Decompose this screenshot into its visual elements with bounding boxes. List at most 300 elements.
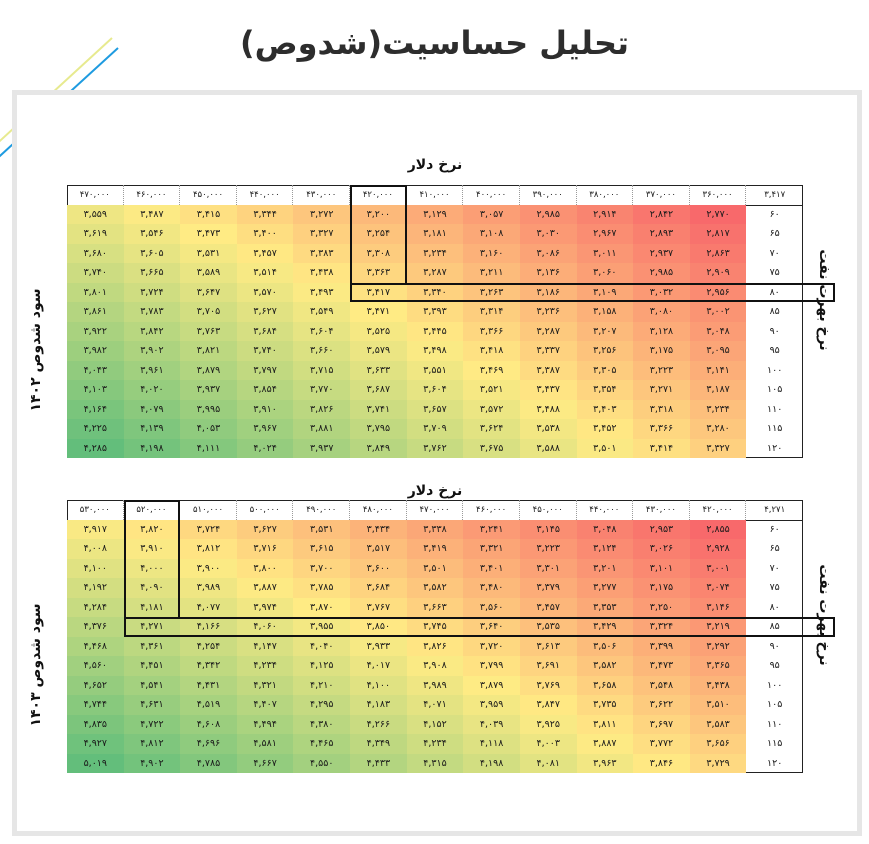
table-cell: ۳,۰۴۸ [577, 520, 634, 540]
column-header: ۴۷۰,۰۰۰ [407, 500, 464, 520]
table-cell: ۴,۰۷۷ [180, 598, 237, 618]
column-header: ۴۱۰,۰۰۰ [407, 185, 464, 205]
table-cell: ۴,۸۳۵ [67, 715, 124, 735]
oil-price-row-label: ۹۵ [769, 660, 780, 672]
table-cell: ۴,۱۰۳ [67, 380, 124, 400]
table-cell: ۳,۷۰۹ [407, 419, 464, 439]
table-cell: ۳,۴۵۷ [520, 598, 577, 618]
table-cell: ۲,۸۵۵ [690, 520, 747, 540]
table-cell: ۴,۲۸۴ [67, 598, 124, 618]
highlight-row-box [350, 283, 835, 303]
table-cell: ۳,۳۴۰ [407, 283, 464, 303]
profit-side-label: سود شدوص ۱۴۰۳ [28, 603, 44, 727]
table-cell: ۴,۱۱۱ [180, 439, 237, 459]
page-title: تحلیل حساسیت(شدوص) [239, 24, 630, 62]
base-value-corner: ۳,۴۱۷ [764, 189, 786, 200]
table-cell: ۳,۱۲۸ [633, 322, 690, 342]
table-cell: ۳,۶۸۴ [350, 578, 407, 598]
table-cell: ۳,۱۸۱ [407, 224, 464, 244]
table-cell: ۳,۹۱۷ [67, 520, 124, 540]
table-cell: ۳,۱۰۱ [633, 559, 690, 579]
table-cell: ۴,۴۶۵ [293, 734, 350, 754]
table-cell: ۳,۷۳۵ [577, 695, 634, 715]
table-cell: ۲,۸۱۷ [690, 224, 747, 244]
table-cell: ۳,۶۰۴ [407, 380, 464, 400]
table-cell: ۴,۲۸۵ [67, 439, 124, 459]
table-cell: ۳,۳۲۴ [633, 617, 690, 637]
table-cell: ۳,۸۲۱ [180, 341, 237, 361]
oil-price-row-label: ۱۰۵ [767, 699, 783, 711]
table-cell: ۴,۳۱۵ [407, 754, 464, 774]
column-header: ۵۱۰,۰۰۰ [180, 500, 237, 520]
column-header: ۴۳۰,۰۰۰ [293, 185, 350, 205]
table-cell: ۳,۴۷۳ [180, 224, 237, 244]
table-cell: ۳,۲۲۳ [633, 361, 690, 381]
table-cell: ۴,۱۹۸ [124, 439, 181, 459]
table-cell: ۴,۰۱۷ [350, 656, 407, 676]
table-cell: ۴,۲۳۴ [237, 656, 294, 676]
table-cell: ۴,۳۸۰ [293, 715, 350, 735]
table-cell: ۳,۸۸۱ [293, 419, 350, 439]
table-cell: ۴,۲۳۴ [407, 734, 464, 754]
table-cell: ۳,۲۷۷ [577, 578, 634, 598]
table-cell: ۳,۸۲۰ [124, 520, 181, 540]
oil-price-row-label: ۱۰۰ [767, 679, 783, 691]
oil-price-row-label: ۷۰ [769, 247, 780, 259]
table-cell: ۳,۴۸۷ [124, 205, 181, 225]
table-cell: ۴,۳۲۱ [237, 676, 294, 696]
oil-price-row-label: ۱۱۵ [767, 423, 783, 435]
table-cell: ۴,۶۵۲ [67, 676, 124, 696]
table-cell: ۴,۱۸۳ [350, 695, 407, 715]
table-cell: ۴,۳۴۲ [180, 656, 237, 676]
table-cell: ۳,۸۲۶ [293, 400, 350, 420]
table-cell: ۳,۵۷۲ [463, 400, 520, 420]
table-cell: ۳,۳۳۸ [407, 520, 464, 540]
profit-side-label: سود شدوص ۱۴۰۲ [28, 288, 44, 412]
column-header: ۳۹۰,۰۰۰ [520, 185, 577, 205]
table-cell: ۴,۱۰۰ [350, 676, 407, 696]
table-cell: ۳,۷۱۵ [293, 361, 350, 381]
oil-price-row-label: ۶۰ [769, 208, 780, 220]
table-cell: ۳,۶۶۳ [407, 598, 464, 618]
table-cell: ۴,۴۵۱ [124, 656, 181, 676]
table-cell: ۳,۸۴۲ [124, 322, 181, 342]
table-cell: ۴,۱۹۸ [463, 754, 520, 774]
table-cell: ۳,۶۲۷ [237, 302, 294, 322]
table-cell: ۳,۵۸۸ [520, 439, 577, 459]
table-cell: ۳,۳۹۳ [407, 302, 464, 322]
table-cell: ۳,۹۳۳ [350, 637, 407, 657]
table-cell: ۳,۹۸۹ [407, 676, 464, 696]
table-cell: ۳,۷۲۴ [180, 520, 237, 540]
table-cell: ۳,۷۹۵ [350, 419, 407, 439]
table-cell: ۳,۱۰۹ [577, 283, 634, 303]
table-cell: ۴,۱۶۴ [67, 400, 124, 420]
table-cell: ۳,۸۵۰ [350, 617, 407, 637]
table-cell: ۳,۳۶۵ [690, 656, 747, 676]
column-header: ۵۲۰,۰۰۰ [124, 500, 181, 520]
table-cell: ۳,۵۰۱ [577, 439, 634, 459]
table-cell: ۳,۸۰۰ [237, 559, 294, 579]
table-cell: ۳,۹۲۲ [67, 322, 124, 342]
table-cell: ۳,۱۶۰ [463, 244, 520, 264]
table-cell: ۳,۵۲۵ [350, 322, 407, 342]
table-cell: ۴,۵۱۹ [180, 695, 237, 715]
table-cell: ۲,۹۱۴ [577, 205, 634, 225]
table-cell: ۳,۶۶۰ [293, 341, 350, 361]
table-cell: ۳,۷۴۰ [237, 341, 294, 361]
table-cell: ۳,۲۳۴ [407, 244, 464, 264]
table-cell: ۳,۱۸۷ [690, 380, 747, 400]
table-cell: ۳,۲۸۷ [520, 322, 577, 342]
table-cell: ۴,۰۸۱ [520, 754, 577, 774]
table-cell: ۴,۱۰۰ [67, 559, 124, 579]
table-cell: ۳,۰۸۶ [520, 244, 577, 264]
table-cell: ۳,۷۶۹ [520, 676, 577, 696]
table-cell: ۳,۶۵۷ [407, 400, 464, 420]
table-cell: ۳,۶۹۷ [633, 715, 690, 735]
table-cell: ۳,۷۲۰ [463, 637, 520, 657]
oil-price-row-label: ۱۲۰ [767, 442, 783, 454]
table-cell: ۳,۹۸۲ [67, 341, 124, 361]
table-cell: ۳,۴۶۹ [463, 361, 520, 381]
table-cell: ۳,۰۰۲ [690, 302, 747, 322]
table-cell: ۳,۰۳۲ [633, 283, 690, 303]
table-cell: ۳,۴۷۳ [633, 656, 690, 676]
table-cell: ۳,۳۱۴ [463, 302, 520, 322]
table-cell: ۳,۵۸۲ [407, 578, 464, 598]
table-cell: ۲,۸۴۲ [633, 205, 690, 225]
oil-price-row-label: ۸۰ [769, 601, 780, 613]
table-cell: ۴,۱۳۹ [124, 419, 181, 439]
table-cell: ۳,۹۶۱ [124, 361, 181, 381]
table-cell: ۳,۴۴۵ [407, 322, 464, 342]
table-cell: ۳,۴۹۳ [293, 283, 350, 303]
table-cell: ۳,۴۰۳ [577, 400, 634, 420]
table-cell: ۳,۵۳۸ [520, 419, 577, 439]
table-cell: ۴,۲۹۵ [293, 695, 350, 715]
table-cell: ۳,۵۸۳ [690, 715, 747, 735]
table-cell: ۳,۱۲۴ [577, 539, 634, 559]
oil-price-row-label: ۷۵ [769, 267, 780, 279]
oil-price-row-label: ۶۰ [769, 523, 780, 535]
table-cell: ۳,۷۲۹ [690, 754, 747, 774]
table-cell: ۴,۰۵۳ [180, 419, 237, 439]
table-cell: ۳,۵۳۵ [520, 617, 577, 637]
table-cell: ۳,۵۳۱ [180, 244, 237, 264]
table-cell: ۳,۲۵۶ [577, 341, 634, 361]
oil-price-row-label: ۹۵ [769, 345, 780, 357]
table-cell: ۴,۴۶۸ [67, 637, 124, 657]
table-cell: ۳,۲۱۹ [690, 617, 747, 637]
table-cell: ۳,۲۹۲ [690, 637, 747, 657]
table-cell: ۴,۵۸۱ [237, 734, 294, 754]
table-cell: ۳,۶۴۷ [180, 283, 237, 303]
table-cell: ۳,۳۸۳ [293, 244, 350, 264]
table-cell: ۳,۵۷۰ [237, 283, 294, 303]
table-cell: ۳,۶۰۰ [350, 559, 407, 579]
table-cell: ۳,۷۱۶ [237, 539, 294, 559]
table-cell: ۲,۹۵۶ [690, 283, 747, 303]
table-cell: ۴,۰۷۹ [124, 400, 181, 420]
table-cell: ۳,۲۳۶ [520, 302, 577, 322]
table-cell: ۳,۲۱۱ [463, 263, 520, 283]
table-cell: ۳,۳۲۷ [690, 439, 747, 459]
table-cell: ۳,۳۶۶ [463, 322, 520, 342]
table-cell: ۳,۷۶۷ [350, 598, 407, 618]
table-cell: ۳,۸۴۹ [350, 439, 407, 459]
table-cell: ۳,۴۳۷ [520, 380, 577, 400]
table-cell: ۴,۷۸۵ [180, 754, 237, 774]
table-cell: ۳,۷۸۳ [124, 302, 181, 322]
table-cell: ۴,۱۱۸ [463, 734, 520, 754]
table-cell: ۳,۲۵۴ [350, 224, 407, 244]
table-cell: ۳,۵۵۹ [67, 205, 124, 225]
table-cell: ۳,۸۴۶ [633, 754, 690, 774]
table-cell: ۳,۳۴۴ [237, 205, 294, 225]
table-cell: ۲,۹۸۵ [633, 263, 690, 283]
table-cell: ۴,۶۹۶ [180, 734, 237, 754]
table-cell: ۳,۸۱۱ [577, 715, 634, 735]
table-cell: ۳,۹۶۳ [577, 754, 634, 774]
table-cell: ۳,۰۲۶ [633, 539, 690, 559]
table-cell: ۳,۵۸۲ [577, 656, 634, 676]
table-cell: ۳,۴۲۹ [577, 617, 634, 637]
table-cell: ۳,۴۰۰ [237, 224, 294, 244]
table-cell: ۳,۵۸۹ [180, 263, 237, 283]
table-cell: ۳,۲۳۴ [690, 400, 747, 420]
table-cell: ۳,۶۸۷ [350, 380, 407, 400]
table-cell: ۳,۲۰۱ [577, 559, 634, 579]
table-cell: ۳,۰۷۴ [690, 578, 747, 598]
table-cell: ۴,۲۵۴ [180, 637, 237, 657]
table-cell: ۳,۳۶۶ [633, 419, 690, 439]
table-cell: ۳,۸۰۱ [67, 283, 124, 303]
table-cell: ۳,۸۸۷ [577, 734, 634, 754]
table-cell: ۳,۷۸۵ [293, 578, 350, 598]
table-cell: ۳,۱۴۱ [690, 361, 747, 381]
table-cell: ۳,۱۴۵ [520, 520, 577, 540]
table-cell: ۳,۶۲۲ [633, 695, 690, 715]
column-header: ۵۳۰,۰۰۰ [67, 500, 124, 520]
table-cell: ۳,۶۵۸ [577, 676, 634, 696]
table-cell: ۳,۷۶۲ [407, 439, 464, 459]
table-cell: ۳,۴۷۱ [350, 302, 407, 322]
table-cell: ۴,۵۵۰ [293, 754, 350, 774]
table-cell: ۴,۰۴۰ [293, 637, 350, 657]
highlight-column-box [124, 500, 181, 617]
column-header: ۳۷۰,۰۰۰ [633, 185, 690, 205]
table-cell: ۴,۴۹۴ [237, 715, 294, 735]
table-cell: ۳,۴۱۹ [407, 539, 464, 559]
table-cell: ۳,۷۹۹ [463, 656, 520, 676]
table-cell: ۴,۴۰۷ [237, 695, 294, 715]
table-cell: ۳,۵۱۰ [690, 695, 747, 715]
table-cell: ۴,۷۲۲ [124, 715, 181, 735]
table-cell: ۳,۴۱۷ [350, 283, 407, 303]
table-cell: ۳,۵۰۱ [407, 559, 464, 579]
table-cell: ۲,۹۵۳ [633, 520, 690, 540]
table-cell: ۳,۶۰۴ [293, 322, 350, 342]
table-cell: ۳,۴۹۸ [407, 341, 464, 361]
table-cell: ۳,۷۶۳ [180, 322, 237, 342]
table-cell: ۳,۹۹۵ [180, 400, 237, 420]
table-cell: ۳,۹۵۵ [293, 617, 350, 637]
table-cell: ۲,۸۹۳ [633, 224, 690, 244]
table-cell: ۳,۲۷۲ [293, 205, 350, 225]
table-cell: ۳,۹۲۵ [520, 715, 577, 735]
oil-price-row-label: ۱۲۰ [767, 757, 783, 769]
table-cell: ۳,۶۸۴ [237, 322, 294, 342]
table-cell: ۴,۶۰۸ [180, 715, 237, 735]
table-cell: ۳,۵۷۹ [350, 341, 407, 361]
table-cell: ۲,۹۳۷ [633, 244, 690, 264]
table-cell: ۴,۰۲۰ [124, 380, 181, 400]
table-cell: ۳,۷۴۱ [350, 400, 407, 420]
table-cell: ۳,۶۹۱ [520, 656, 577, 676]
highlight-column-box [350, 185, 407, 283]
table-cell: ۲,۹۶۷ [577, 224, 634, 244]
table-cell: ۴,۸۱۲ [124, 734, 181, 754]
oil-price-row-label: ۹۰ [769, 325, 780, 337]
table-cell: ۴,۹۲۷ [67, 734, 124, 754]
table-cell: ۲,۷۷۰ [690, 205, 747, 225]
table-cell: ۳,۷۷۰ [293, 380, 350, 400]
table-cell: ۳,۲۰۰ [350, 205, 407, 225]
table-cell: ۴,۱۴۷ [237, 637, 294, 657]
table-cell: ۳,۴۳۴ [350, 520, 407, 540]
table-cell: ۴,۷۴۴ [67, 695, 124, 715]
table-cell: ۳,۶۱۵ [293, 539, 350, 559]
table-cell: ۳,۳۰۱ [520, 559, 577, 579]
table-cell: ۳,۷۴۵ [407, 617, 464, 637]
table-cell: ۴,۱۹۲ [67, 578, 124, 598]
table-cell: ۳,۹۳۷ [293, 439, 350, 459]
oil-price-row-label: ۹۰ [769, 640, 780, 652]
table-cell: ۴,۰۰۳ [520, 734, 577, 754]
dollar-rate-label: نرخ دلار [407, 483, 463, 499]
column-header: ۴۷۰,۰۰۰ [67, 185, 124, 205]
table-cell: ۴,۴۳۳ [350, 754, 407, 774]
table-cell: ۳,۸۵۴ [237, 380, 294, 400]
table-cell: ۳,۲۰۷ [577, 322, 634, 342]
table-cell: ۳,۷۰۰ [293, 559, 350, 579]
table-cell: ۴,۰۴۳ [67, 361, 124, 381]
table-cell: ۳,۹۶۷ [237, 419, 294, 439]
oil-price-row-label: ۱۰۰ [767, 364, 783, 376]
table-cell: ۳,۹۷۴ [237, 598, 294, 618]
table-cell: ۳,۴۰۱ [463, 559, 520, 579]
table-cell: ۳,۷۰۵ [180, 302, 237, 322]
table-cell: ۳,۳۵۴ [577, 380, 634, 400]
table-cell: ۴,۲۱۰ [293, 676, 350, 696]
oil-price-row-label: ۷۰ [769, 562, 780, 574]
table-cell: ۳,۳۰۵ [577, 361, 634, 381]
table-cell: ۳,۸۷۰ [293, 598, 350, 618]
table-cell: ۴,۹۰۲ [124, 754, 181, 774]
column-header: ۵۰۰,۰۰۰ [237, 500, 294, 520]
table-cell: ۳,۴۵۲ [577, 419, 634, 439]
table-cell: ۳,۱۷۵ [633, 341, 690, 361]
table-cell: ۳,۹۰۸ [407, 656, 464, 676]
table-cell: ۳,۷۴۰ [67, 263, 124, 283]
table-cell: ۴,۳۴۹ [350, 734, 407, 754]
table-cell: ۳,۸۷۹ [180, 361, 237, 381]
table-cell: ۳,۸۷۹ [463, 676, 520, 696]
table-cell: ۳,۵۱۷ [350, 539, 407, 559]
oil-price-row-label: ۷۵ [769, 582, 780, 594]
table-cell: ۳,۴۵۷ [237, 244, 294, 264]
column-header: ۴۸۰,۰۰۰ [350, 500, 407, 520]
table-cell: ۳,۹۰۰ [180, 559, 237, 579]
table-cell: ۳,۶۶۵ [124, 263, 181, 283]
column-header: ۴۲۰,۰۰۰ [350, 185, 407, 205]
oil-price-row-label: ۶۵ [769, 543, 780, 555]
oil-price-row-label: ۸۰ [769, 286, 780, 298]
table-cell: ۲,۸۶۳ [690, 244, 747, 264]
table-cell: ۳,۹۱۰ [124, 539, 181, 559]
table-cell: ۳,۲۸۷ [407, 263, 464, 283]
table-cell: ۳,۵۵۱ [407, 361, 464, 381]
table-cell: ۳,۳۸۷ [520, 361, 577, 381]
oil-price-side-label: نرخ بهرت نفت [816, 564, 832, 666]
table-cell: ۳,۹۵۹ [463, 695, 520, 715]
base-value-corner: ۴,۲۷۱ [764, 504, 786, 515]
column-header: ۴۴۰,۰۰۰ [237, 185, 294, 205]
table-cell: ۳,۰۵۷ [463, 205, 520, 225]
table-cell: ۳,۳۱۸ [633, 400, 690, 420]
table-cell: ۳,۰۱۱ [577, 244, 634, 264]
dollar-rate-label: نرخ دلار [407, 157, 463, 173]
table-cell: ۳,۵۲۱ [463, 380, 520, 400]
table-cell: ۴,۱۸۱ [124, 598, 181, 618]
table-cell: ۳,۵۳۱ [293, 520, 350, 540]
table-cell: ۳,۸۲۶ [407, 637, 464, 657]
table-cell: ۴,۱۵۲ [407, 715, 464, 735]
table-cell: ۲,۹۰۹ [690, 263, 747, 283]
table-cell: ۳,۵۴۹ [293, 302, 350, 322]
table-cell: ۴,۰۳۹ [463, 715, 520, 735]
table-cell: ۴,۴۳۱ [180, 676, 237, 696]
table-cell: ۳,۱۵۸ [577, 302, 634, 322]
table-cell: ۳,۲۸۰ [690, 419, 747, 439]
table-cell: ۳,۵۰۶ [577, 637, 634, 657]
table-cell: ۳,۹۳۷ [180, 380, 237, 400]
table-cell: ۴,۰۲۴ [237, 439, 294, 459]
oil-price-row-label: ۸۵ [769, 621, 780, 633]
column-header: ۴۶۰,۰۰۰ [463, 500, 520, 520]
oil-price-side-label: نرخ بهرت نفت [816, 249, 832, 351]
table-cell: ۴,۰۶۰ [237, 617, 294, 637]
table-cell: ۴,۲۷۱ [124, 617, 181, 637]
table-cell: ۳,۶۲۴ [463, 419, 520, 439]
table-cell: ۴,۱۶۶ [180, 617, 237, 637]
table-cell: ۳,۵۶۰ [463, 598, 520, 618]
table-cell: ۳,۶۵۶ [690, 734, 747, 754]
table-cell: ۳,۱۴۶ [690, 598, 747, 618]
oil-price-row-label: ۱۰۵ [767, 384, 783, 396]
table-cell: ۳,۰۸۰ [633, 302, 690, 322]
table-cell: ۴,۵۴۱ [124, 676, 181, 696]
table-cell: ۳,۳۶۳ [350, 263, 407, 283]
table-cell: ۳,۴۱۵ [180, 205, 237, 225]
column-header: ۴۴۰,۰۰۰ [577, 500, 634, 520]
oil-price-row-label: ۶۵ [769, 228, 780, 240]
column-header: ۴۵۰,۰۰۰ [520, 500, 577, 520]
table-cell: ۳,۶۲۷ [237, 520, 294, 540]
table-cell: ۳,۷۲۴ [124, 283, 181, 303]
